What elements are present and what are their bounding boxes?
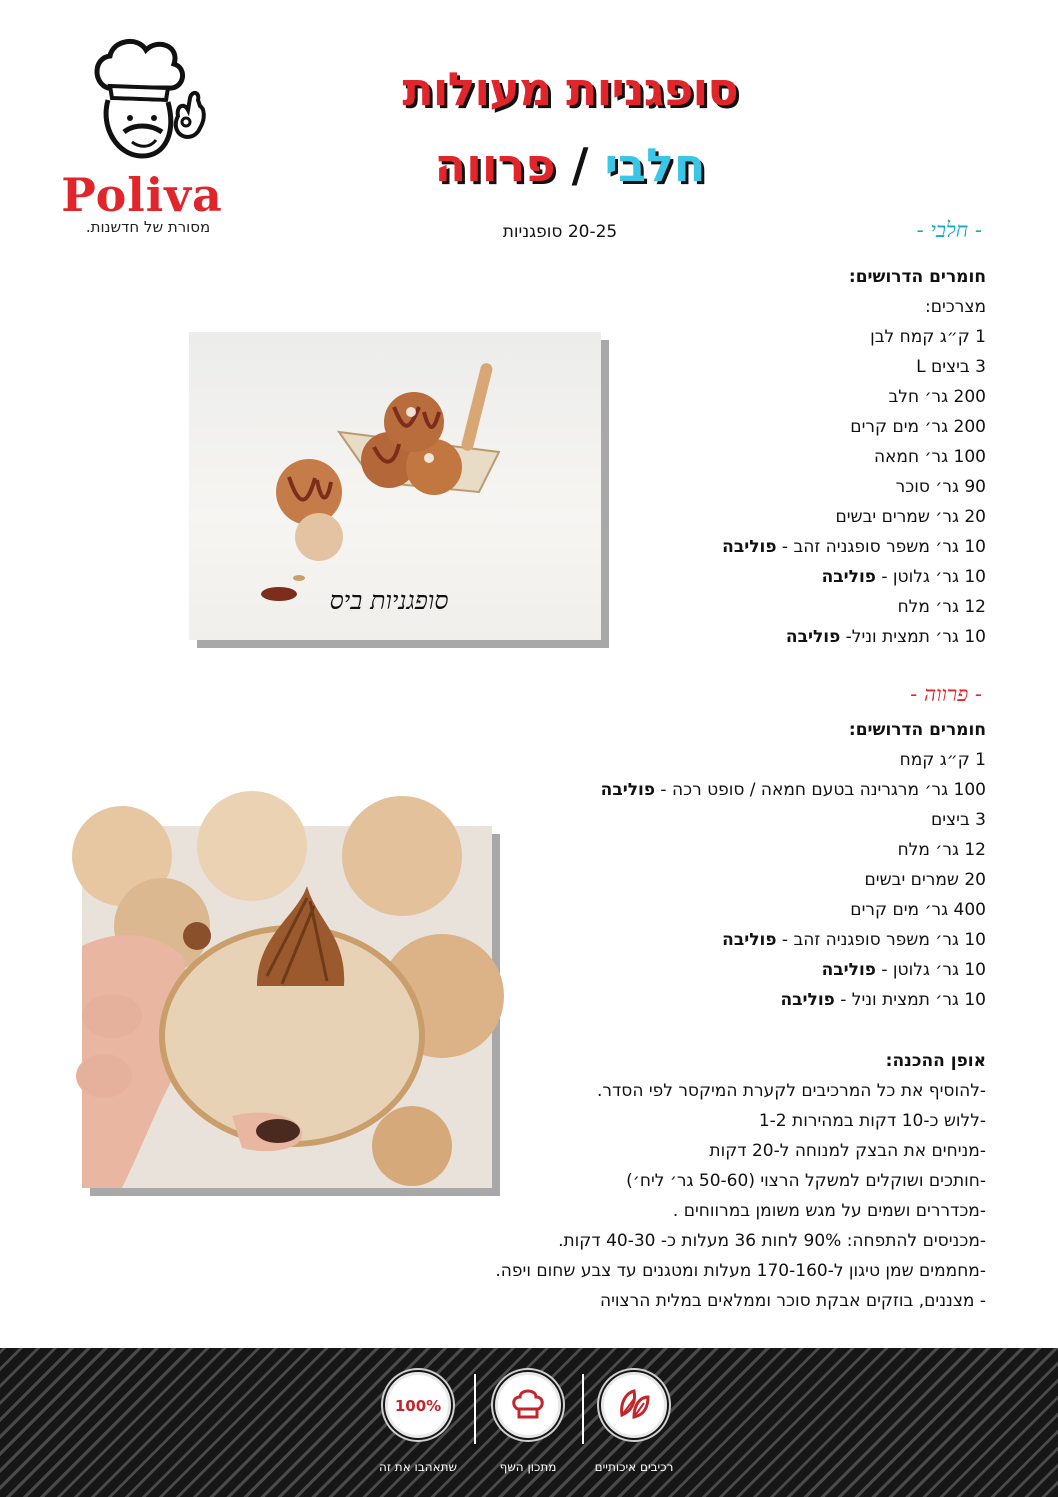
list-item: 1 ק״ג קמח [899, 750, 986, 770]
list-item: -מכניסים להתפחה: 90% לחות 36 מעלות כ- 40-30 דקות. [558, 1231, 986, 1251]
list-item: -מחממים שמן טיגון ל-170-160 מעלות ומטגנים עד צבע שחום ויפה. [495, 1261, 986, 1281]
footer-band [0, 1348, 1058, 1497]
dairy-ingredients-list [722, 262, 986, 652]
list-item: 10 גר׳ משפר סופגניה זהב - פוליבה [722, 537, 986, 557]
list-item: 100 גר׳ מרגרינה בטעם חמאה / סופט רכה - פוליבה [600, 780, 986, 800]
list-item: -מכדררים ושמים על מגש משומן במרווחים . [672, 1201, 986, 1221]
list-item: 1 ק״ג קמח לבן [870, 327, 986, 347]
list-item: -ללוש כ-10 דקות במהירות 1-2 [758, 1111, 986, 1131]
list-item: 3 ביצים [930, 810, 986, 830]
title-parve: פרווה [434, 138, 556, 192]
badge-100-percent [366, 1372, 470, 1474]
badge-label: שתאהבו את זה [379, 1460, 457, 1474]
brand-mention: פוליבה [780, 990, 835, 1010]
chef-hat-icon [508, 1385, 548, 1425]
preparation-list [495, 1046, 986, 1316]
list-item: - מצננים, בוזקים אבקת סוכר וממלאים במלית הרצויה [599, 1291, 986, 1311]
brand-mention: פוליבה [785, 627, 841, 647]
section-parve-heading: - פרווה - [910, 682, 982, 706]
badge-quality-ingredients [582, 1372, 686, 1474]
list-item: 3 ביצים L [916, 357, 986, 377]
percent-100-icon [394, 1385, 442, 1425]
list-item: 10 גר׳ גלוטן - פוליבה [821, 960, 986, 980]
leaves-icon [614, 1385, 654, 1425]
title-slash: / [571, 138, 589, 192]
list-item: -מניחים את הבצק למנוחה ל-20 דקות [709, 1141, 986, 1161]
brand-mention: פוליבה [722, 537, 777, 557]
list-item: 400 גר׳ מים קרים [850, 900, 986, 920]
dairy-ingredients-heading: חומרים הדרושים: [848, 267, 986, 287]
badge-label: מתכון השף [499, 1460, 557, 1474]
list-item: 10 גר׳ תמצית וניל - פוליבה [780, 990, 986, 1010]
preparation-heading: אופן ההכנה: [885, 1051, 986, 1071]
parve-ingredients-heading: חומרים הדרושים: [848, 720, 986, 740]
list-item: 20 שמרים יבשים [864, 870, 986, 890]
recipe-yield: 20-25 סופגניות [502, 222, 618, 242]
page-title-line2 [330, 138, 810, 192]
brand-mention: פוליבה [600, 780, 656, 800]
brand-mention: פוליבה [821, 567, 876, 587]
divider [582, 1374, 584, 1444]
brand-mention: פוליבה [722, 930, 777, 950]
list-item: -חותכים ושוקלים למשקל הרצוי (50-60 גר׳ ליח׳) [626, 1171, 986, 1191]
badge-label: רכיבים איכותיים [594, 1460, 674, 1474]
divider [474, 1374, 476, 1444]
photo-bite-doughnuts [189, 332, 601, 640]
photo-caption: סופגניות ביס [329, 586, 449, 615]
list-item: 12 גר׳ מלח [897, 597, 986, 617]
list-item: 200 גר׳ מים קרים [850, 417, 986, 437]
list-item: 10 גר׳ גלוטן - פוליבה [821, 567, 986, 587]
badge-chef-recipe [476, 1372, 580, 1474]
brand-mention: פוליבה [821, 960, 876, 980]
svg-text:100%: 100% [394, 1397, 442, 1415]
list-item: 10 גר׳ משפר סופגניה זהב - פוליבה [722, 930, 986, 950]
list-item: 20 גר׳ שמרים יבשים [835, 507, 986, 527]
list-item: 90 גר׳ סוכר [895, 477, 986, 497]
list-item: -להוסיף את כל המרכיבים לקערת המיקסר לפי הסדר. [597, 1081, 986, 1101]
section-dairy-heading: - חלבי - [916, 218, 982, 242]
list-item: 200 גר׳ חלב [888, 387, 986, 407]
logo-tagline: מסורת של חדשנות. [85, 218, 211, 236]
list-item: 100 גר׳ חמאה [873, 447, 986, 467]
page-title-line1: סופגניות מעולות [402, 62, 738, 116]
chef-mascot-icon [38, 28, 238, 178]
list-item: 10 גר׳ תמצית וניל- פוליבה [785, 627, 986, 647]
list-item: מצרכים: [924, 297, 986, 317]
poliva-logo [38, 28, 248, 236]
photo-doughnut-in-hand [82, 826, 492, 1188]
parve-ingredients-list [601, 715, 986, 1015]
list-item: 12 גר׳ מלח [897, 840, 986, 860]
logo-wordmark: Poliva [61, 168, 223, 222]
title-dairy: חלבי [604, 138, 706, 192]
